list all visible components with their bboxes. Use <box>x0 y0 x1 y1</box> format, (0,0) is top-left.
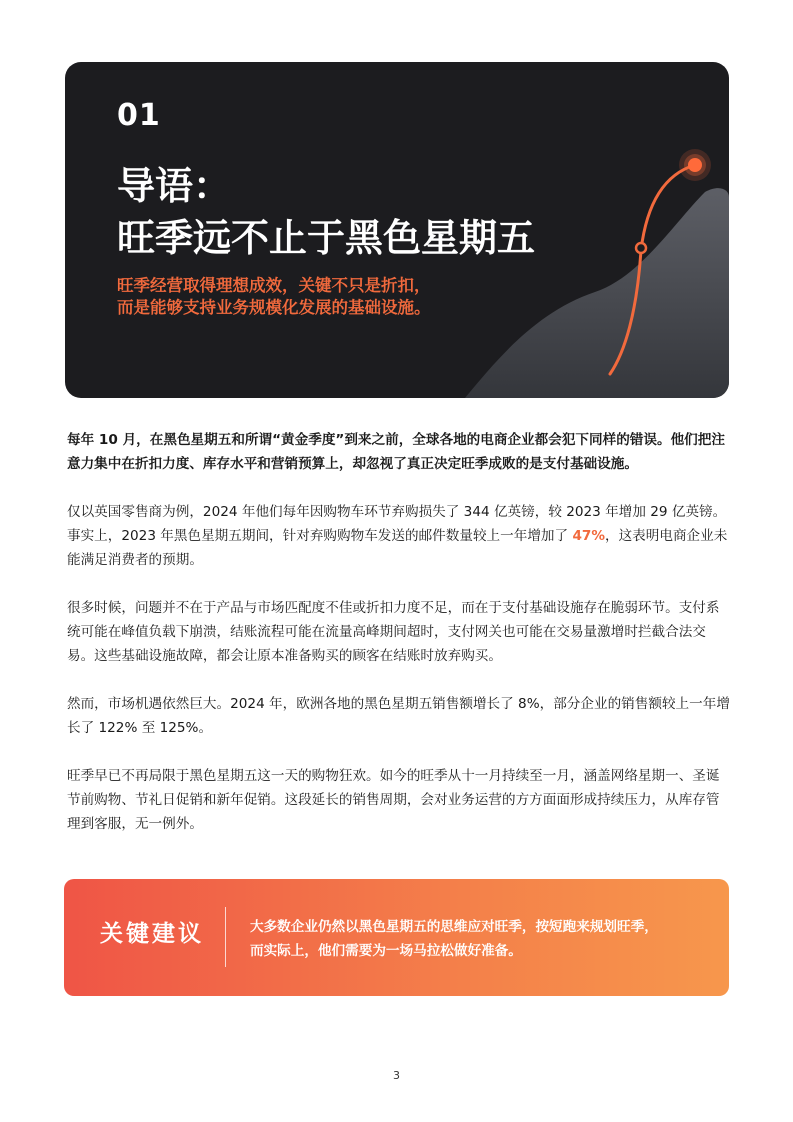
key-recommendation-callout <box>64 879 729 996</box>
article-body <box>67 428 731 860</box>
hero-banner <box>65 62 729 398</box>
page-number: 3 <box>393 1069 400 1082</box>
trend-midpoint-marker <box>636 243 646 253</box>
callout-text-line-2: 而实际上，他们需要为一场马拉松做好准备。 <box>250 943 522 959</box>
lead-paragraph: 每年 10 月，在黑色星期五和所谓“黄金季度”到来之前，全球各地的电商企业都会犯下同样的错误。他们把注意力集中在折扣力度、库存水平和营销预算上，却忽视了真正决定旺季成败的是支付基础设施。 <box>67 432 725 472</box>
callout-divider <box>225 907 226 967</box>
callout-text-line-1: 大多数企业仍然以黑色星期五的思维应对旺季，按短跑来规划旺季， <box>250 919 658 935</box>
section-number: 01 <box>117 98 161 133</box>
paragraph-uk-retail-stats <box>67 500 731 572</box>
paragraph-text: 仅以英国零售商为例，2024 年他们每年因购物车环节弃购损失了 344 亿英镑，较 2023 年增加 29 亿英镑。事实上，2023 年黑色星期五期间，针对弃购购物车发送的邮件数量较上一年增加了 <box>67 504 727 544</box>
page-title-line-2: 旺季远不止于黑色星期五 <box>117 216 536 260</box>
trend-endpoint-marker <box>688 158 702 172</box>
page-title <box>117 160 535 264</box>
callout-label: 关键建议 <box>100 921 204 947</box>
page-title-line-1: 导语： <box>117 164 232 208</box>
page-subtitle-line-1: 旺季经营取得理想成效，关键不只是折扣， <box>117 276 431 295</box>
paragraph-text: ，这表明电商企业未能满足消费者的预期。 <box>67 528 728 568</box>
paragraph-infrastructure: 很多时候，问题并不在于产品与市场匹配度不佳或折扣力度不足，而在于支付基础设施存在脆弱环节。支付系统可能在峰值负载下崩溃，结账流程可能在流量高峰期间超时，支付网关也可能在交易量激增时拦截合法交易。这些基础设施故障，都会让原本准备购买的顾客在结账时放弃购买。 <box>67 600 720 664</box>
page-subtitle <box>117 275 431 319</box>
paragraph-extended-season: 旺季早已不再局限于黑色星期五这一天的购物狂欢。如今的旺季从十一月持续至一月，涵盖网络星期一、圣诞节前购物、节礼日促销和新年促销。这段延长的销售周期，会对业务运营的方方面面形成持续压力，从库存管理到客服，无一例外。 <box>67 768 720 832</box>
paragraph-opportunity: 然而，市场机遇依然巨大。2024 年，欧洲各地的黑色星期五销售额增长了 8%，部分企业的销售额较上一年增长了 122% 至 125%。 <box>67 696 730 736</box>
highlighted-stat: 47% <box>572 528 605 544</box>
callout-text <box>250 915 658 963</box>
page-subtitle-line-2: 而是能够支持业务规模化发展的基础设施。 <box>117 298 431 317</box>
